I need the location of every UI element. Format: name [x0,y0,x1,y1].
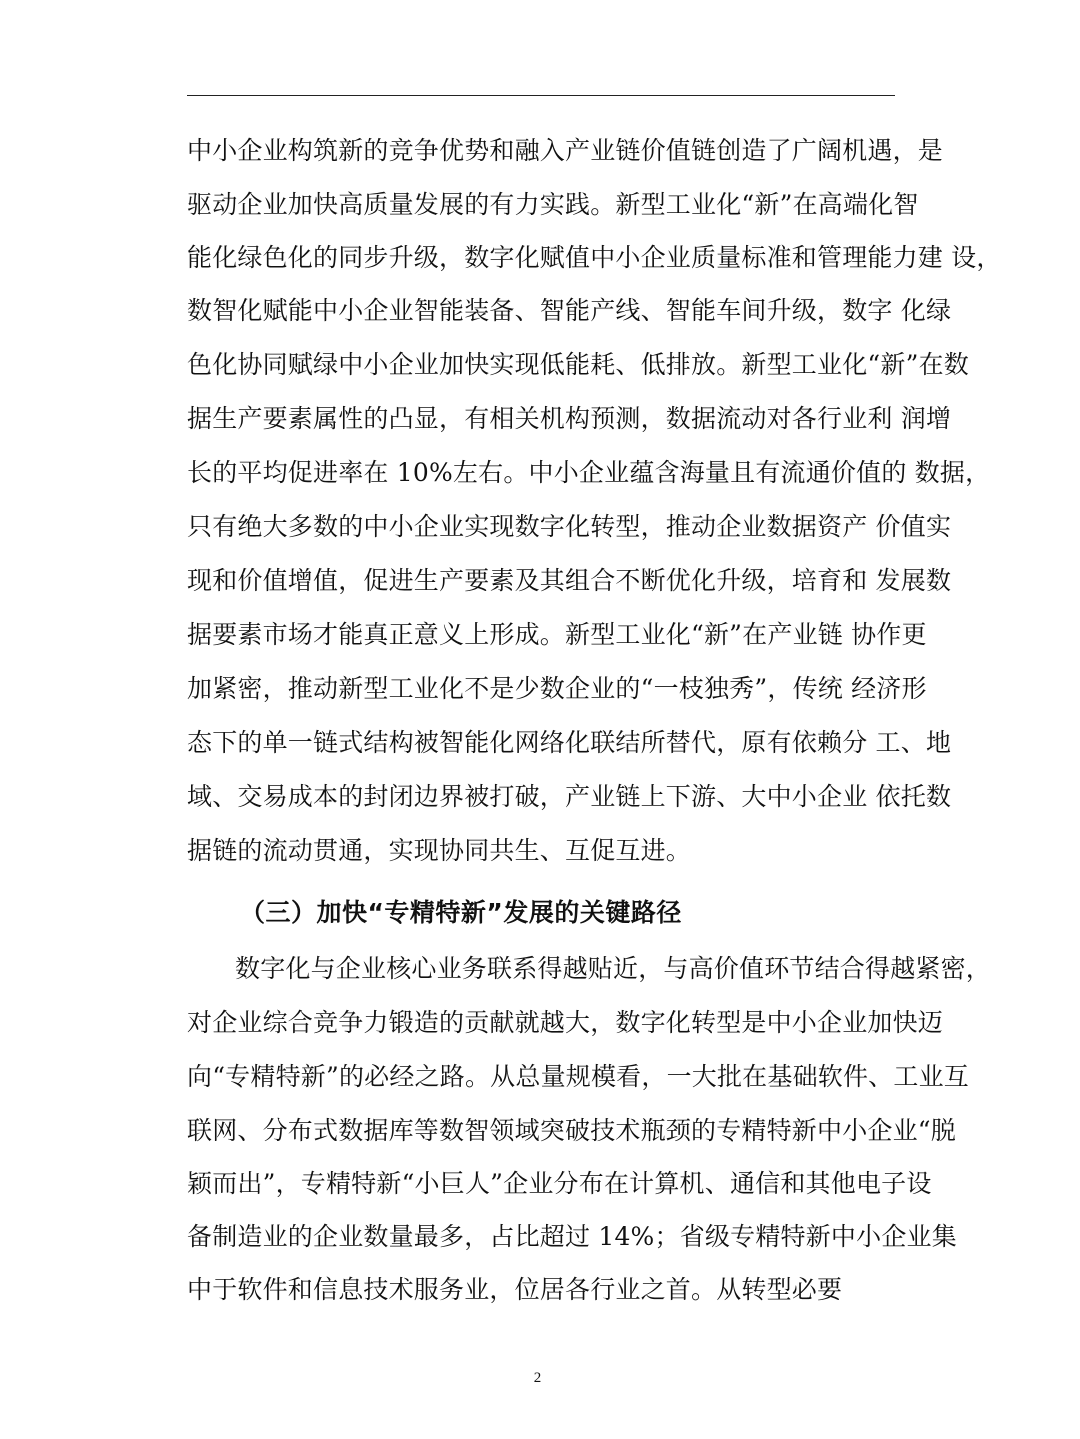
paragraph-1-line-5: 色化协同赋绿中小企业加快实现低能耗、低排放。新型工业化“新”在数 [187,350,969,379]
paragraph-1-line-2: 驱动企业加快高质量发展的有力实践。新型工业化“新”在高端化智 [187,190,919,219]
paragraph-1-line-9: 现和价值增值，促进生产要素及其组合不断优化升级，培育和 发展数 [187,566,952,595]
paragraph-1-line-4: 数智化赋能中小企业智能装备、智能产线、智能车间升级，数字 化绿 [187,296,952,325]
paragraph-1-line-6: 据生产要素属性的凸显，有相关机构预测，数据流动对各行业利 润增 [187,404,952,433]
paragraph-1-line-3: 能化绿色化的同步升级，数字化赋值中小企业质量标准和管理能力建 设， [187,243,1002,272]
paragraph-1-line-11: 加紧密，推动新型工业化不是少数企业的“一枝独秀”，传统 经济形 [187,674,927,703]
section-heading: （三）加快“专精特新”发展的关键路径 [240,898,682,927]
paragraph-2-line-1: 数字化与企业核心业务联系得越贴近，与高价值环节结合得越紧密， [235,954,992,983]
paragraph-1-line-14: 据链的流动贯通，实现协同共生、互促互进。 [187,836,692,865]
header-rule [187,95,895,96]
page-number: 2 [533,1370,542,1386]
paragraph-1-line-7: 长的平均促进率在 10%左右。中小企业蕴含海量且有流通价值的 数据， [187,458,991,487]
paragraph-2-line-6: 备制造业的企业数量最多，占比超过 14%；省级专精特新中小企业集 [187,1222,957,1251]
paragraph-2-line-2: 对企业综合竞争力锻造的贡献就越大，数字化转型是中小企业加快迈 [187,1008,944,1037]
paragraph-2-line-7: 中于软件和信息技术服务业，位居各行业之首。从转型必要 [187,1275,843,1304]
paragraph-2-line-3: 向“专精特新”的必经之路。从总量规模看，一大批在基础软件、工业互 [187,1062,969,1091]
paragraph-1-line-10: 据要素市场才能真正意义上形成。新型工业化“新”在产业链 协作更 [187,620,927,649]
paragraph-2-line-4: 联网、分布式数据库等数智领域突破技术瓶颈的专精特新中小企业“脱 [187,1116,956,1145]
paragraph-2-line-5: 颖而出”，专精特新“小巨人”企业分布在计算机、通信和其他电子设 [187,1169,932,1198]
paragraph-1-line-8: 只有绝大多数的中小企业实现数字化转型，推动企业数据资产 价值实 [187,512,952,541]
paragraph-1-line-12: 态下的单一链式结构被智能化网络化联结所替代，原有依赖分 工、地 [187,728,952,757]
paragraph-1-line-1: 中小企业构筑新的竞争优势和融入产业链价值链创造了广阔机遇，是 [187,136,944,165]
paragraph-1-line-13: 域、交易成本的封闭边界被打破，产业链上下游、大中小企业 依托数 [187,782,952,811]
